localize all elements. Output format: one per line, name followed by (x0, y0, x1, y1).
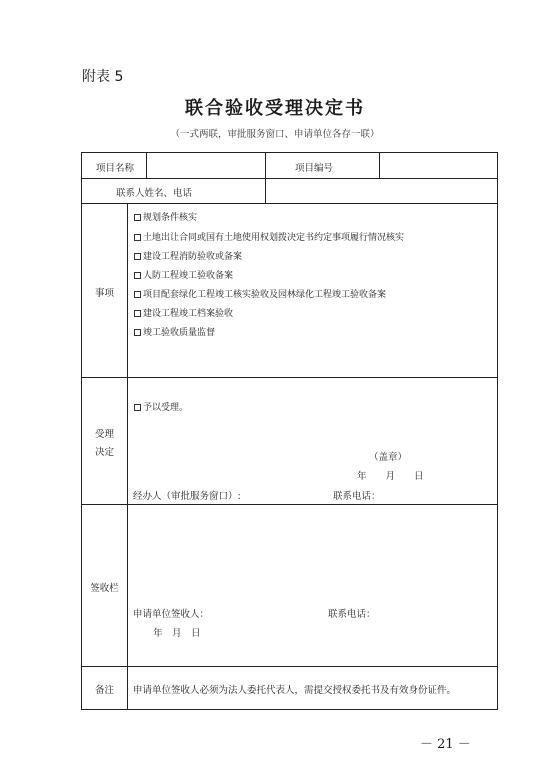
decision-date: 年 月 日 (357, 471, 424, 482)
col-divider (265, 153, 266, 203)
checkbox[interactable] (134, 214, 141, 221)
matter-item: 项目配套绿化工程竣工核实验收及园林绿化工程竣工验收备案 (134, 287, 386, 300)
checkbox[interactable] (134, 310, 141, 317)
applicant-phone-label: 联系电话： (328, 609, 376, 620)
matter-item: 建设工程竣工档案验收 (134, 306, 233, 319)
matters-label: 事项 (94, 288, 114, 299)
label-column-divider (127, 203, 128, 710)
signoff-date: 年 月 日 (153, 628, 201, 639)
project-code-label: 项目编号 (295, 163, 334, 174)
matter-item: 人防工程竣工验收备案 (134, 268, 233, 281)
contact-label: 联系人姓名、电话 (116, 188, 193, 199)
matter-item: 规划条件核实 (134, 210, 197, 223)
handler-label: 经办人（审批服务窗口）: (133, 491, 241, 502)
form-title: 联合验收受理决定书 (185, 98, 365, 119)
col-divider (146, 153, 147, 178)
matter-item: 竣工验收质量监督 (134, 325, 215, 338)
checkbox[interactable] (134, 234, 141, 241)
signoff-label: 签收栏 (90, 583, 119, 594)
checkbox[interactable] (134, 329, 141, 336)
page-number: － 21 － (420, 737, 471, 752)
row-divider (82, 377, 497, 378)
handler-phone-label: 联系电话： (333, 491, 381, 502)
project-name-label: 项目名称 (96, 163, 135, 174)
decision-label-line1: 受理 (94, 429, 114, 440)
row-divider (82, 178, 497, 179)
checkbox[interactable] (134, 404, 141, 411)
col-divider (379, 153, 380, 178)
applicant-signer-label: 申请单位签收人： (133, 609, 210, 620)
remarks-text: 申请单位签收人必须为法人委托代表人，需提交授权委托书及有效身份证件。 (133, 685, 457, 696)
checkbox[interactable] (134, 291, 141, 298)
checkbox[interactable] (134, 253, 141, 260)
decision-label-line2: 决定 (94, 447, 114, 458)
row-divider (82, 203, 497, 204)
acceptance-form-table (81, 152, 498, 710)
form-subtitle: （一式两联，审批服务窗口、申请单位各存一联） (170, 129, 380, 140)
matter-item: 土地出让合同或国有土地使用权划拨决定书约定事项履行情况核实 (134, 230, 404, 243)
checkbox[interactable] (134, 272, 141, 279)
accept-option: 予以受理。 (134, 400, 188, 413)
annex-label: 附表 5 (82, 69, 124, 85)
row-divider (82, 504, 497, 505)
seal-text: （盖章） (369, 452, 408, 463)
row-divider (82, 666, 497, 667)
matter-item: 建设工程消防验收或备案 (134, 249, 242, 262)
remarks-label: 备注 (94, 685, 114, 696)
